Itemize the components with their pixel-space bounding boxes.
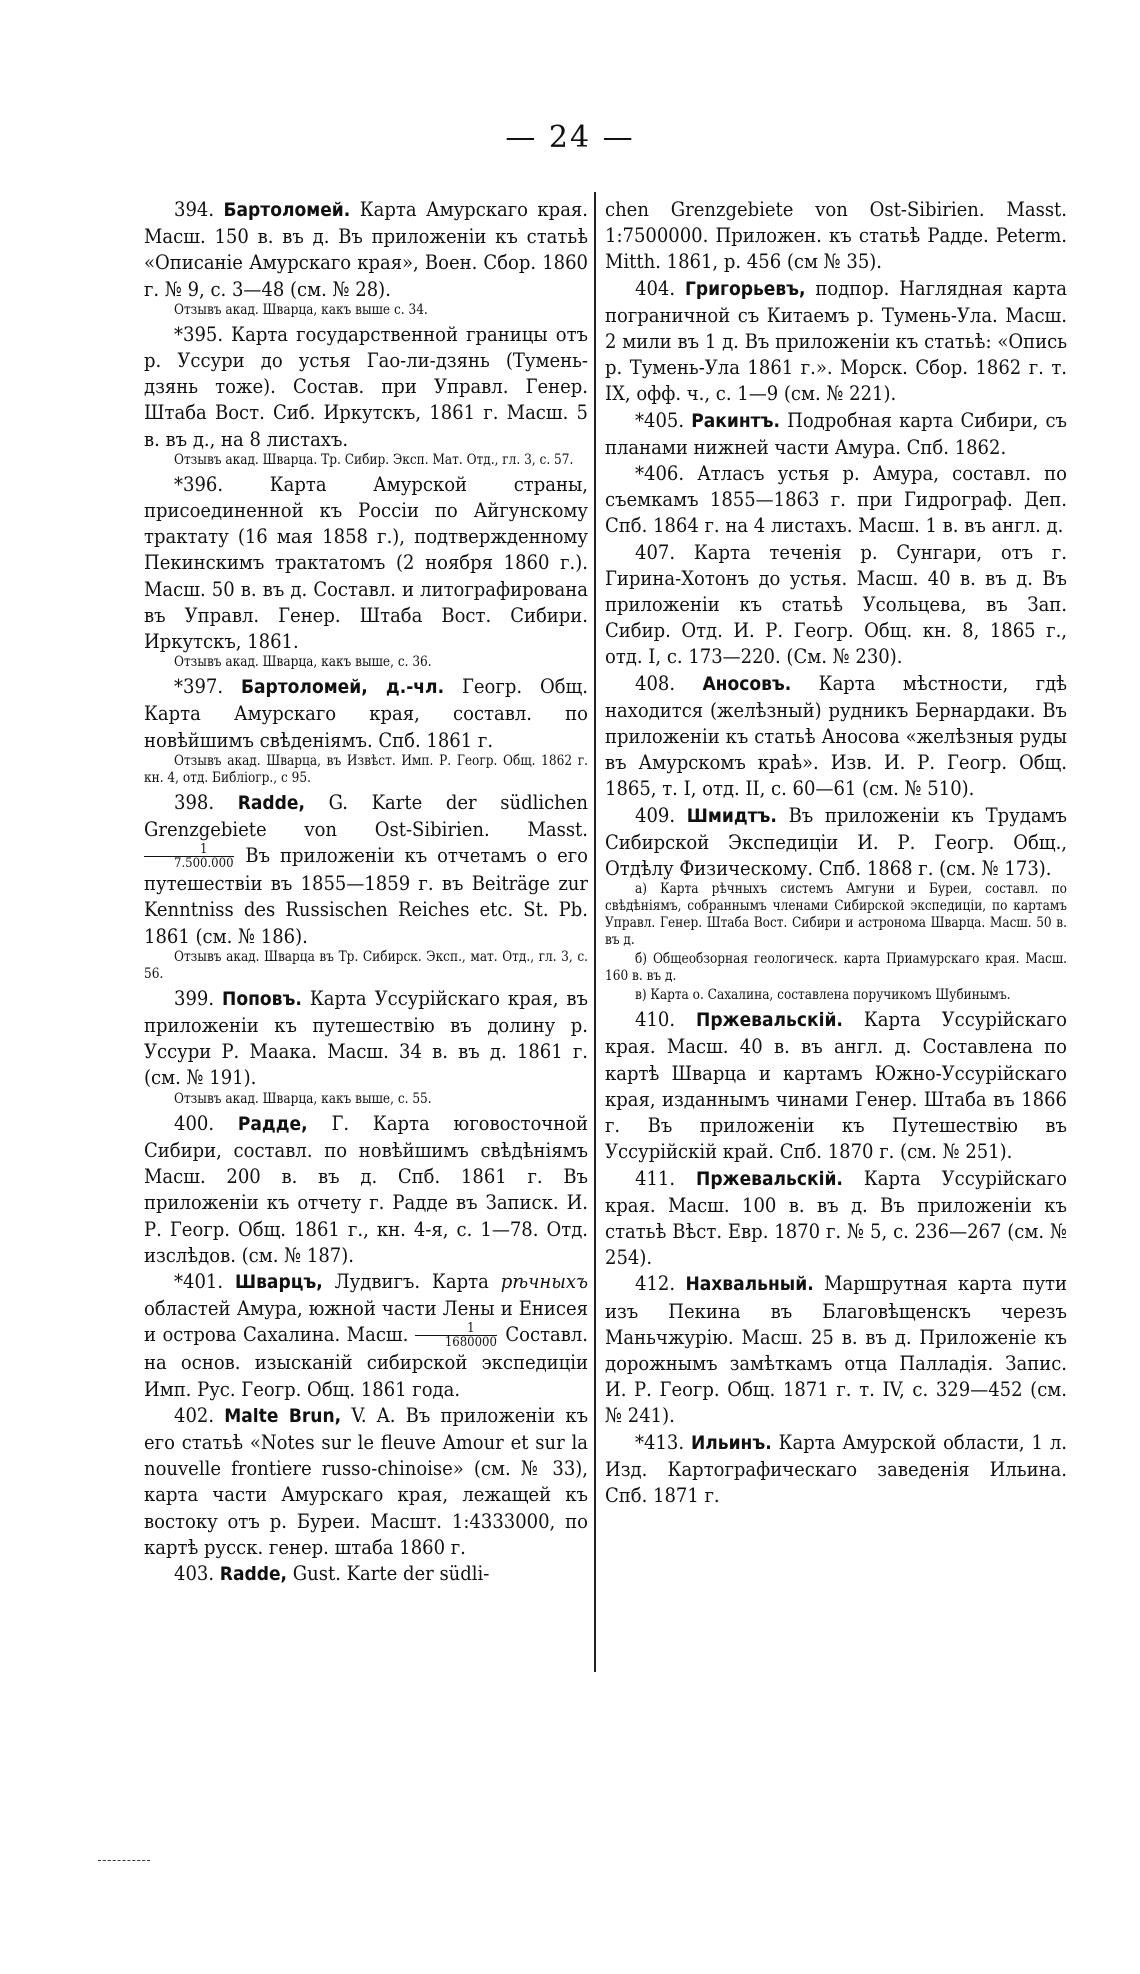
entry-411: 411. Пржевальскій. Карта Уссурійскаго края. Масш. 100 в. въ д. Въ приложеніи къ статьѣ Вѣст. Евр. 1870 г. № 5, с. 236—267 (см. № 254). (605, 1165, 1067, 1270)
entry-413: *413. Ильинъ. Карта Амурской области, 1 л. Изд. Картографическаго заведенія Ильина. Спб. 1871 г. (605, 1429, 1067, 1507)
entry-395: *395. Карта государственной границы отъ р. Уссури до устья Гао-ли-дзянь (Тумень-дзянь тоже). Состав. при Управл. Генер. Штаба Вост. Сиб. Иркутскъ, 1861 г. Масш. 5 в. въ д., на 8 листахъ. (144, 321, 588, 451)
note-397: Отзывъ акад. Шварца, въ Извѣст. Имп. Р. Геогр. Общ. 1862 г. кн. 4, отд. Библіогр., с 95. (144, 752, 588, 786)
entry-403: 403. Radde, Gust. Karte der südli- (174, 1560, 490, 1585)
entry-398: 398. Radde, G. Karte der südlichen Grenzgebiete von Ost-Sibirien. Masst. $\frac{1}{7.500.000}$ Въ приложеніи къ отчетамъ о его путешествіи въ 1855—1859 г. въ Beiträge zur Kenntniss des Russischen Reiches etc. St. Pb. 1861 (см. № 186). (144, 789, 589, 948)
entry-410: 410. Пржевальскій. Карта Уссурійскаго края. Масш. 40 в. въ англ. д. Составлена по картѣ Шварца и картамъ Южно-Уссурійскаго края, изданнымъ чинами Генер. Штаба въ 1866 г. Въ приложеніи къ Путешествію въ Уссурійскій край. Спб. 1870 г. (см. № 251). (605, 1007, 1067, 1164)
column-divider (594, 192, 596, 1672)
scale-fraction: $\frac{1}{7.500.000}$ (144, 843, 234, 870)
left-column (144, 196, 588, 1587)
entry-406: *406. Атласъ устья р. Амура, составл. по съемкамъ 1855—1863 г. при Гидрограф. Деп. Спб. 1864 г. на 4 листахъ. Масш. 1 в. въ англ. д. (605, 461, 1067, 538)
entry-402: 402. Malte Brun, V. A. Въ приложеніи къ его статьѣ «Notes sur le fleuve Amour et sur la nouvelle frontiere russo-chinoise» (см. № 33), карта части Амурскаго края, лежащей къ востоку отъ р. Буреи. Масшт. 1:4333000, по картѣ русск. генер. штаба 1860 г. (144, 1402, 589, 1559)
entry-399: 399. Поповъ. Карта Уссурійскаго края, въ приложеніи къ путешествію въ долину р. Уссури Р. Маака. Масш. 34 в. въ д. 1861 г. (см. № 191). (144, 985, 589, 1090)
note-396: Отзывъ акад. Шварца, какъ выше, с. 36. (174, 654, 432, 671)
right-column (605, 196, 1067, 1508)
entry-394: 394. Бартоломей. Карта Амурскаго края. Масш. 150 в. въ д. Въ приложеніи къ статьѣ «Описаніе Амурскаго края», Воен. Сбор. 1860 г. № 9, с. 3—48 (см. № 28). (144, 197, 588, 301)
entry-404: 404. Григорьевъ, подпор. Наглядная карта пограничной съ Китаемъ р. Тумень-Ула. Масш. 2 мили въ 1 д. Въ приложеніи къ статьѣ: «Опись р. Тумень-Ула 1861 г.». Морск. Сбор. 1862 г. т. IX, офф. ч., с. 1—9 (см. № 221). (605, 275, 1067, 406)
note-398: Отзывъ акад. Шварца въ Тр. Сибирск. Эксп., мат. Отд., гл. 3, с. 56. (144, 948, 588, 982)
note-409c: в) Карта о. Сахалина, составлена поручикомъ Шубинымъ. (635, 987, 1011, 1004)
entry-408: 408. Аносовъ. Карта мѣстности, гдѣ находится (желѣзный) рудникъ Бернардаки. Въ приложеніи къ статьѣ Аносова «желѣзныя руды въ Амурскомъ краѣ». Изв. И. Р. Геогр. Общ. 1865, т. I, отд. II, с. 60—61 (см. № 510). (605, 670, 1067, 801)
entry-405: *405. Ракинтъ. Подробная карта Сибири, съ планами нижней части Амура. Спб. 1862. (605, 407, 1067, 459)
entry-412: 412. Нахвальный. Маршрутная карта пути изъ Пекина въ Благовѣщенскъ черезъ Маньчжурію. Масш. 25 в. въ д. Приложеніе къ дорожнымъ замѣткамъ отца Палладія. Запис. И. Р. Геогр. Общ. 1871 г. т. IV, с. 329—452 (см. № 241). (605, 1271, 1068, 1428)
note-394: Отзывъ акад. Шварца, какъ выше с. 34. (174, 301, 428, 318)
scale-fraction: $\frac{1}{1680000}$ (415, 1322, 497, 1349)
entry-401: *401. Шварцъ, Лудвигъ. Карта рѣчныхъ областей Амура, южной части Лены и Енисея и острова Сахалина. Масш. $\frac{1}{1680000}$ Составл. на основ. изысканій сибирской экспедиціи Имп. Рус. Геогр. Общ. 1861 года. (144, 1268, 589, 1401)
ink-mark (98, 1860, 150, 1862)
note-409b: б) Общеобзорная геологическ. карта Приамурскаго края. Масш. 160 в. въ д. (605, 951, 1067, 985)
note-409a: а) Карта рѣчныхъ системъ Амгуни и Буреи, составл. по свѣдѣніямъ, собраннымъ членами Сибирской экспедиціи, по картамъ Управл. Генер. Штаба Вост. Сибири и астронома Шварца. Масш. 50 в. въ д. (605, 881, 1067, 949)
note-395: Отзывъ акад. Шварца. Тр. Сибир. Эксп. Мат. Отд., гл. 3, с. 57. (174, 451, 574, 468)
entry-407: 407. Карта теченія р. Сунгари, отъ г. Гирина-Хотонъ до устья. Масш. 40 в. въ д. Въ приложеніи къ статьѣ Усольцева, въ Зап. Сибир. Отд. И. Р. Геогр. Общ. кн. 8, 1865 г., отд. I, с. 173—220. (См. № 230). (605, 539, 1067, 669)
entry-397: *397. Бартоломей, д.-чл. Геогр. Общ. Карта Амурскаго края, составл. по новѣйшимъ свѣденіямъ. Спб. 1861 г. (144, 674, 588, 752)
entry-409: 409. Шмидтъ. Въ приложеніи къ Трудамъ Сибирской Экспедиціи И. Р. Геогр. Общ., Отдѣлу Физическому. Спб. 1868 г. (см. № 173). (605, 802, 1068, 881)
note-399: Отзывъ акад. Шварца, какъ выше, с. 55. (174, 1090, 432, 1107)
entry-403-continued: chen Grenzgebiete von Ost-Sibirien. Masst. 1:7500000. Приложен. къ статьѣ Радде. Peterm. Mitth. 1861, р. 456 (см № 35). (605, 197, 1067, 274)
page-number: — 24 — (505, 120, 635, 155)
entry-400: 400. Радде, Г. Карта юговосточной Сибири, составл. по новѣйшимъ свѣдѣніямъ Масш. 200 в. въ д. Спб. 1861 г. Въ приложеніи къ отчету г. Радде въ Записк. И. Р. Геогр. Общ. 1861 г., кн. 4-я, с. 1—78. Отд. изслѣдов. (см. № 187). (144, 1110, 588, 1267)
entry-396: *396. Карта Амурской страны, присоединенной къ Россіи по Айгунскому трактату (16 мая 1858 г.), подтвержденному Пекинскимъ трактатомъ (2 ноября 1860 г.). Масш. 50 в. въ д. Составл. и литографирована въ Управл. Генер. Штаба Вост. Сибири. Иркутскъ, 1861. (144, 471, 588, 654)
